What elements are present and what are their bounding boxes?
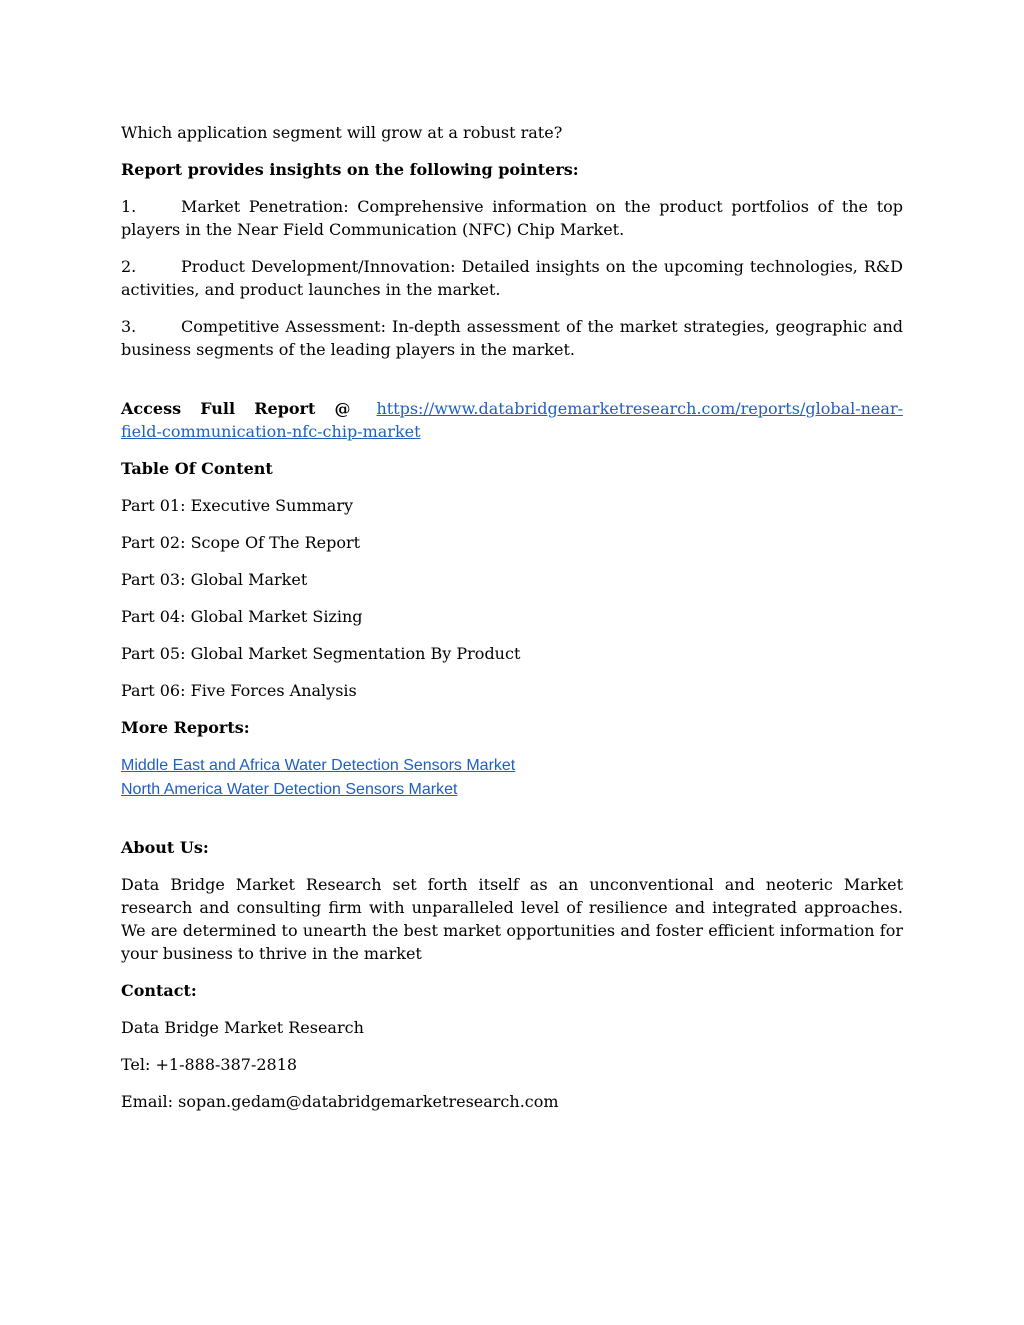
about-text: Data Bridge Market Research set forth itself as an unconventional and neoteric Market research and consulting firm with unparalleled level of resilience and integrated approaches. We are determined to unearth the best market opportunities and foster efficient information for your business to thrive in the market [121, 875, 903, 963]
contact-tel: Tel: +1-888-387-2818 [121, 1055, 298, 1074]
pointer-number: 1. [121, 197, 137, 216]
toc-item: Part 01: Executive Summary [121, 496, 353, 515]
toc-item: Part 05: Global Market Segmentation By Product [121, 644, 521, 663]
access-label: Access Full Report @ [121, 399, 351, 418]
toc-item: Part 02: Scope Of The Report [121, 533, 361, 552]
toc-item: Part 04: Global Market Sizing [121, 607, 363, 626]
contact-heading: Contact: [121, 981, 197, 1000]
pointers-heading: Report provides insights on the following pointers: [121, 160, 579, 179]
report-link-mea-water-sensors[interactable]: Middle East and Africa Water Detection Sensors Market [121, 757, 516, 774]
about-heading: About Us: [121, 838, 209, 857]
pointer-item [121, 195, 903, 241]
spacer [121, 801, 903, 836]
pointer-text: Competitive Assessment: In-depth assessment of the market strategies, geographic and business segments of the leading players in the market. [121, 317, 903, 359]
more-reports-heading: More Reports: [121, 718, 250, 737]
more-reports-list [121, 753, 903, 801]
toc-item: Part 03: Global Market [121, 570, 308, 589]
contact-email: Email: sopan.gedam@databridgemarketresearch.com [121, 1092, 559, 1111]
pointer-number: 2. [121, 257, 137, 276]
report-link-na-water-sensors[interactable]: North America Water Detection Sensors Market [121, 781, 458, 798]
full-report-link[interactable]: https://www.databridgemarketresearch.com/reports/global-near-field-communication-nfc-chip-market [121, 399, 903, 441]
pointer-item [121, 315, 903, 361]
contact-company: Data Bridge Market Research [121, 1018, 364, 1037]
intro-question: Which application segment will grow at a robust rate? [121, 123, 563, 142]
pointer-text: Market Penetration: Comprehensive information on the product portfolios of the top players in the Near Field Communication (NFC) Chip Market. [121, 197, 903, 239]
toc-heading: Table Of Content [121, 459, 273, 478]
pointer-text: Product Development/Innovation: Detailed insights on the upcoming technologies, R&D activities, and product launches in the market. [121, 257, 903, 299]
access-full-report [121, 397, 903, 443]
pointer-number: 3. [121, 317, 137, 336]
spacer [121, 375, 903, 397]
document-body [121, 121, 903, 1127]
pointer-item [121, 255, 903, 301]
toc-item: Part 06: Five Forces Analysis [121, 681, 357, 700]
